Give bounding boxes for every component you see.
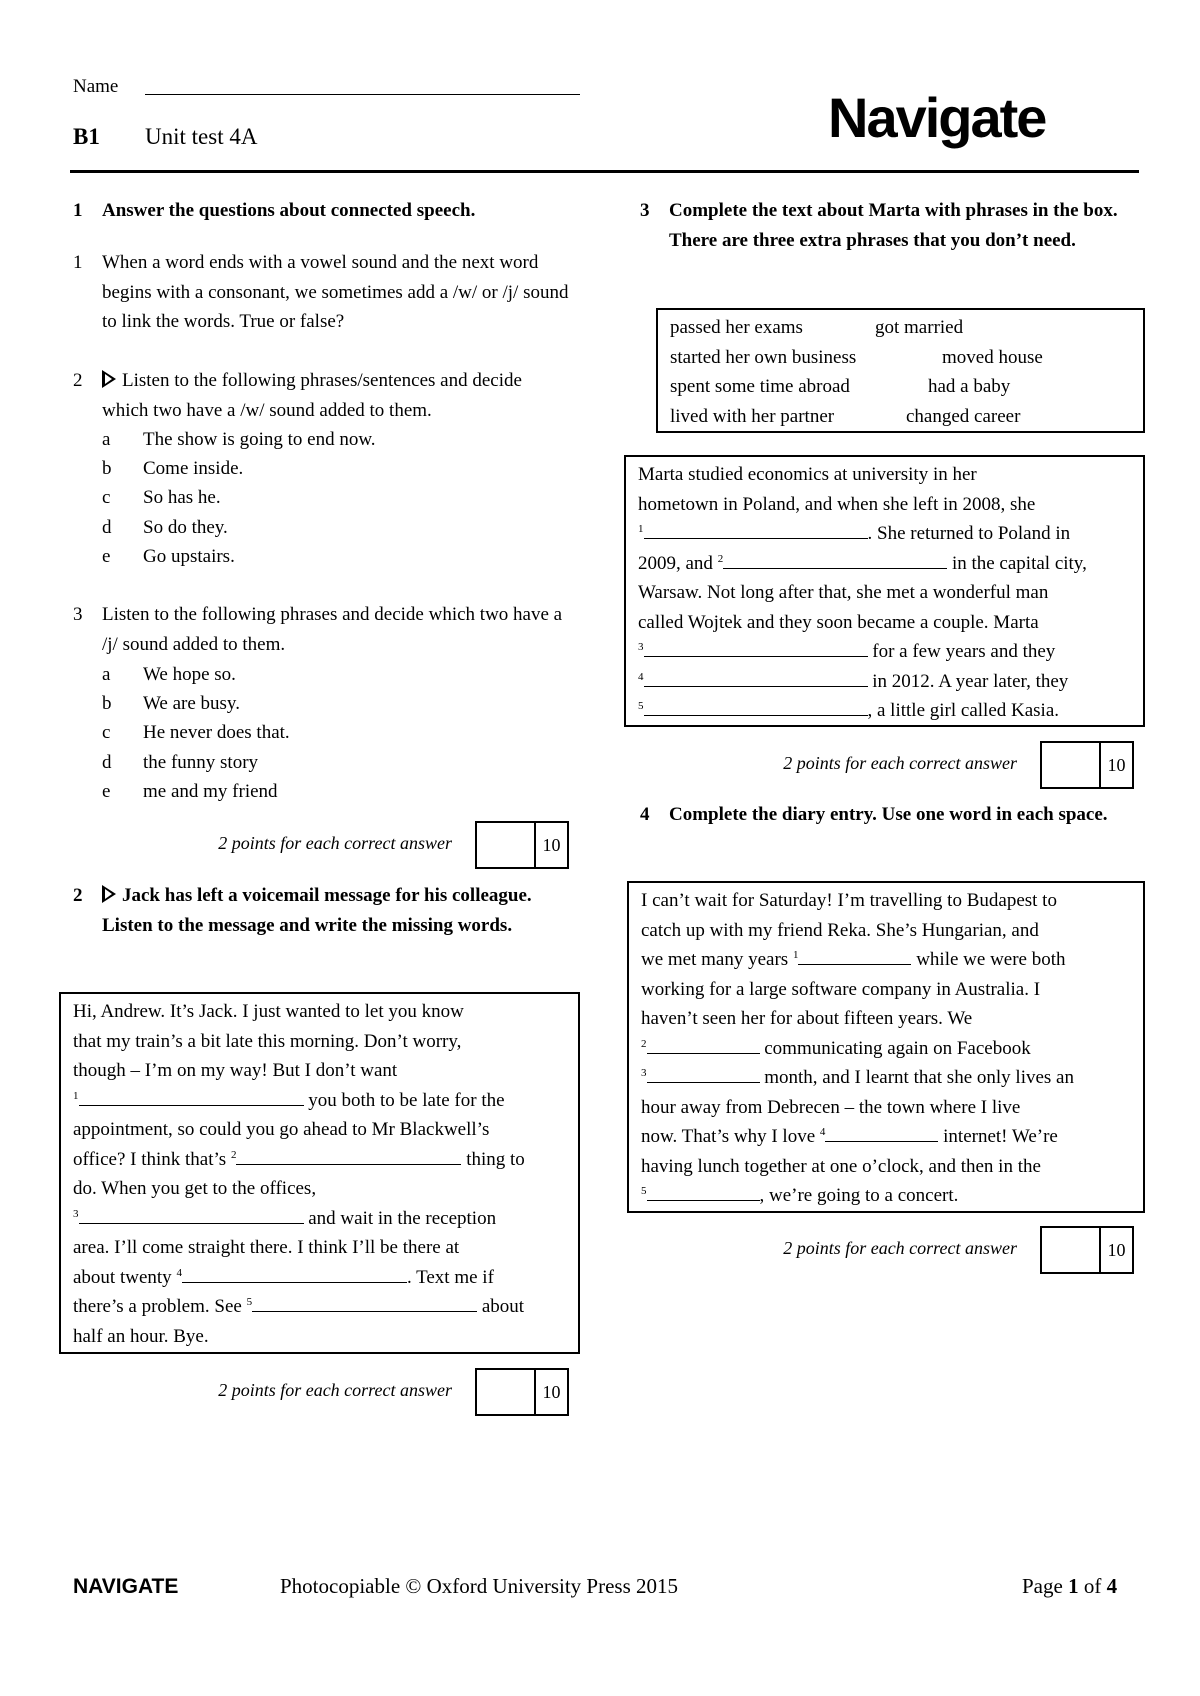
- s4-score-max: 10: [1107, 1239, 1126, 1260]
- name-label: Name: [73, 76, 119, 97]
- s3-score-input[interactable]: [1042, 743, 1101, 787]
- s1-q2-text: Listen to the following phrases/sentences and decide which two have a /w/ sound added to them.: [102, 370, 522, 421]
- section2-number: 2: [73, 885, 83, 906]
- gap-5[interactable]: [644, 697, 868, 716]
- s2-score-input[interactable]: [477, 1370, 536, 1414]
- gap-1[interactable]: [79, 1087, 304, 1106]
- s1-q2-number: 2: [73, 370, 83, 391]
- gap-4[interactable]: [182, 1264, 407, 1283]
- s3-score-max: 10: [1107, 754, 1126, 775]
- section1-number: 1: [73, 200, 83, 221]
- gap-3[interactable]: [647, 1064, 760, 1083]
- gap-2[interactable]: [723, 550, 947, 569]
- phrase-item: got married: [875, 317, 964, 338]
- gap-3[interactable]: [644, 638, 868, 657]
- voicemail-text-box: Hi, Andrew. It’s Jack. I just wanted to let you know that my train’s a bit late this morning. Don’t worry, though – I’m on my way! But I don’t want $^1$ you both to be late for the appointment, so could you go ahead to Mr Blackwell’s office? I think that’s $^2$ thing to do. When you get to the offices, $^3$ and wait in the reception area. I’ll come straight there. I think I’ll be there at about twenty $^4$ . Text me if there’s a problem. See $^5$ about half an hour. Bye.: [59, 992, 580, 1354]
- page-indicator: Page 1 of 4: [1022, 1574, 1118, 1598]
- footer-copyright: Photocopiable © Oxford University Press 2015: [280, 1574, 678, 1598]
- s4-points-note: 2 points for each correct answer: [783, 1238, 1017, 1258]
- s1-q1-number: 1: [73, 252, 83, 273]
- section4-heading-text: Complete the diary entry. Use one word in each space.: [669, 804, 1108, 825]
- gap-5[interactable]: [252, 1293, 477, 1312]
- phrase-box: [656, 308, 1145, 433]
- section1-heading-text: Answer the questions about connected speech.: [102, 200, 476, 221]
- s1-q3-number: 3: [73, 604, 83, 625]
- phrase-item: passed her exams: [670, 317, 803, 338]
- gap-4[interactable]: [644, 668, 868, 687]
- s1-score-box[interactable]: [475, 821, 569, 869]
- section2-heading-text: Jack has left a voicemail message for his colleague. Listen to the message and write the missing words.: [102, 885, 532, 936]
- s2-score-box[interactable]: [475, 1368, 569, 1416]
- phrase-item: had a baby: [928, 376, 1011, 397]
- s4-score-box[interactable]: [1040, 1226, 1134, 1274]
- gap-2[interactable]: [236, 1146, 461, 1165]
- name-field[interactable]: [145, 94, 580, 95]
- test-title: Unit test 4A: [145, 124, 258, 149]
- phrase-item: moved house: [942, 346, 1043, 368]
- header-divider: [70, 170, 1139, 173]
- play-triangle-icon[interactable]: [102, 885, 116, 903]
- diary-text-box: I can’t wait for Saturday! I’m travelling to Budapest to catch up with my friend Reka. She’s Hungarian, and we met many years $^1$ while we were both working for a large software company in Australia. I haven’t seen her for about fifteen years. We $^2$ communicating again on Facebook $^3$ month, and I learnt that she only lives an hour away from Debrecen – the town where I live now. That’s why I love $^4$ internet! We’re having lunch together at one o’clock, and then in the $^5$ , we’re going to a concert.: [627, 881, 1145, 1213]
- phrase-item: started her own business: [670, 346, 857, 368]
- s1-points-note: 2 points for each correct answer: [218, 833, 452, 853]
- section4-number: 4: [640, 804, 650, 825]
- gap-4[interactable]: [825, 1123, 938, 1142]
- gap-1[interactable]: [798, 946, 911, 965]
- navigate-logo: Navigate: [828, 86, 1046, 149]
- phrase-item: changed career: [906, 405, 1021, 427]
- gap-5[interactable]: [647, 1182, 760, 1201]
- section3-number: 3: [640, 200, 650, 221]
- play-triangle-icon[interactable]: [102, 370, 116, 388]
- s3-points-note: 2 points for each correct answer: [783, 753, 1017, 773]
- s4-score-input[interactable]: [1042, 1228, 1101, 1272]
- s3-score-box[interactable]: [1040, 741, 1134, 789]
- section3-heading-text: Complete the text about Marta with phrases in the box. There are three extra phrases that you don’t need.: [669, 200, 1118, 251]
- footer-brand: NAVIGATE: [73, 1575, 179, 1598]
- s1-score-input[interactable]: [477, 823, 536, 867]
- s1-q3-text: Listen to the following phrases and decide which two have a /j/ sound added to them.: [102, 604, 563, 655]
- gap-2[interactable]: [647, 1035, 760, 1054]
- gap-3[interactable]: [79, 1205, 304, 1224]
- phrase-item: spent some time abroad: [670, 376, 850, 397]
- s1-score-max: 10: [542, 834, 561, 855]
- s1-q1-text: When a word ends with a vowel sound and the next word begins with a consonant, we sometimes add a /w/ or /j/ sound to link the words. True or false?: [102, 252, 569, 332]
- marta-text-box: Marta studied economics at university in her hometown in Poland, and when she left in 2008, she $^1$ . She returned to Poland in 2009, and $^2$ in the capital city, Warsaw. Not long after that, she met a wonderful man called Wojtek and they soon became a couple. Marta $^3$ for a few years and they $^4$ in 2012. A year later, they $^5$ , a little girl called Kasia.: [624, 455, 1145, 727]
- gap-1[interactable]: [644, 520, 868, 539]
- s2-points-note: 2 points for each correct answer: [218, 1380, 452, 1400]
- level-label: B1: [73, 124, 100, 149]
- s2-score-max: 10: [542, 1381, 561, 1402]
- phrase-item: lived with her partner: [670, 405, 835, 427]
